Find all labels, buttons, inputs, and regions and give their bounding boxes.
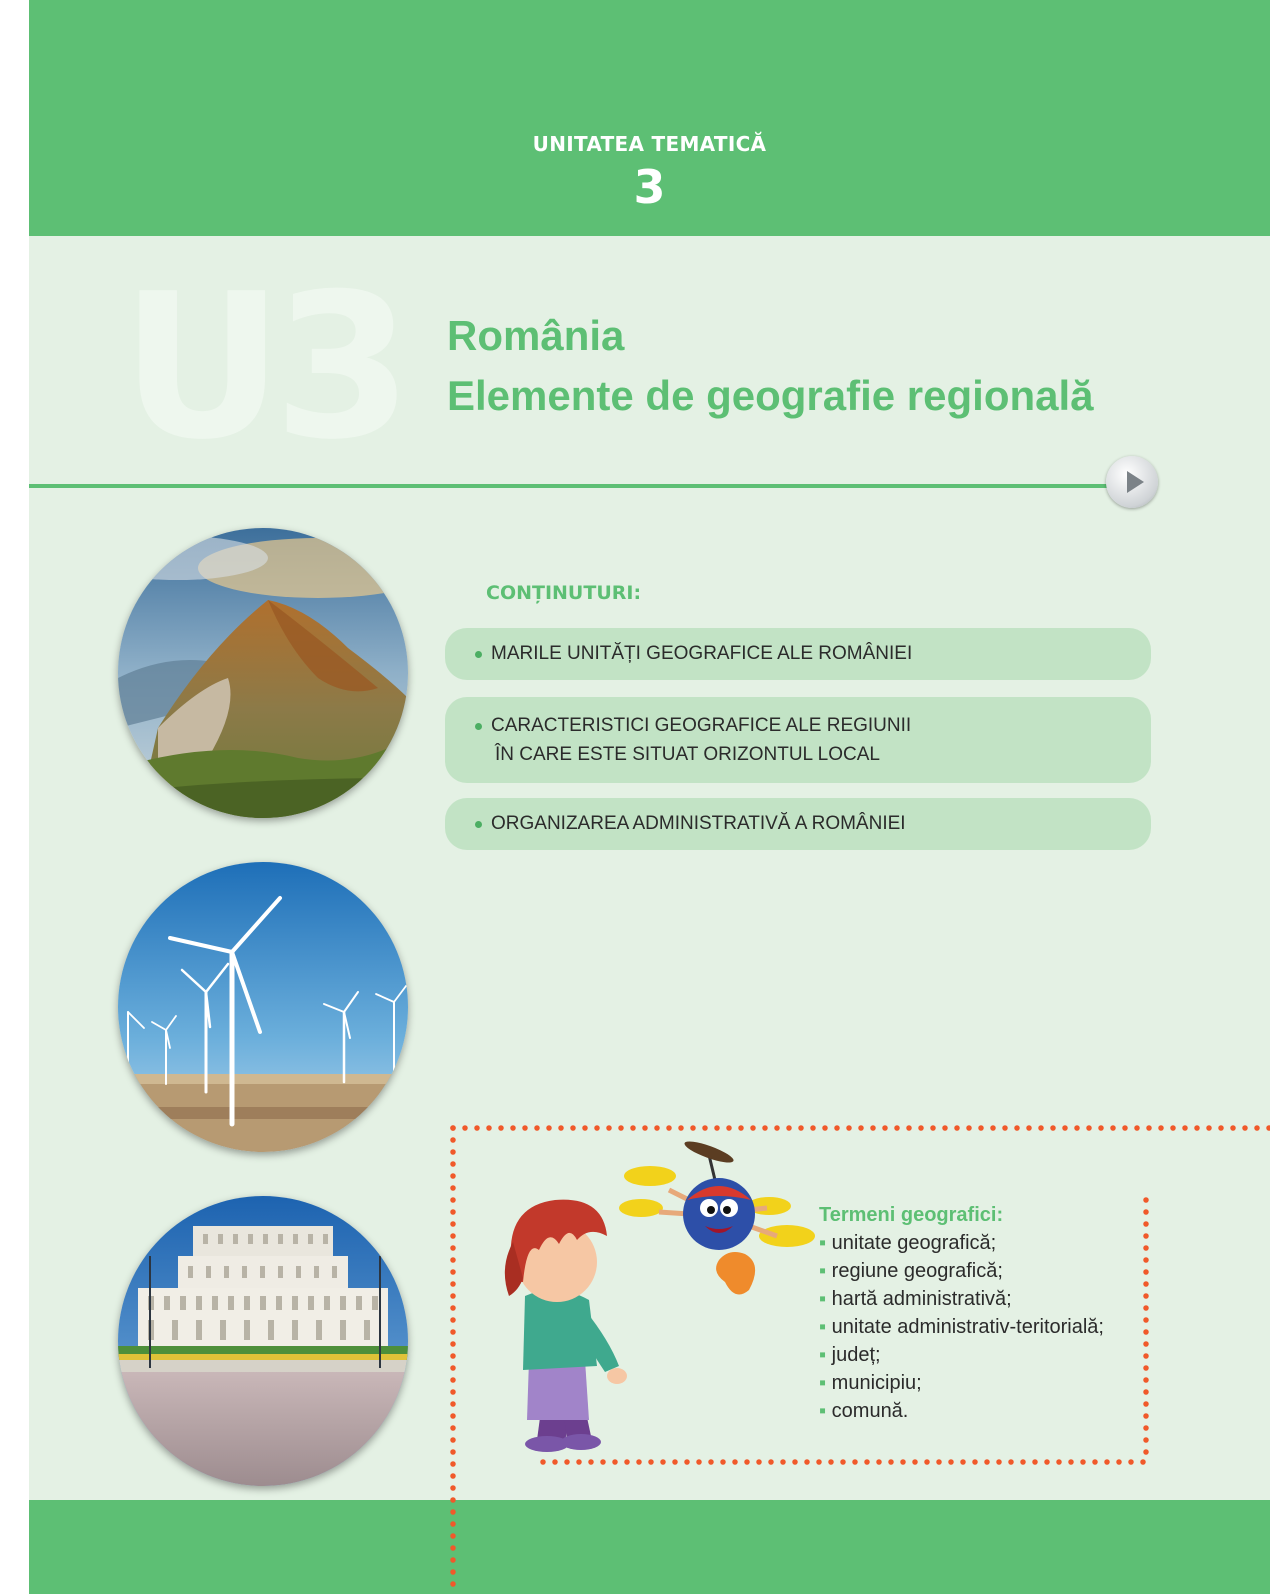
contents-heading: CONȚINUTURI: [486, 582, 642, 604]
term-item [819, 1372, 922, 1395]
term-bullet-icon: ▪ [819, 1400, 832, 1422]
term-bullet-icon: ▪ [819, 1316, 832, 1338]
term-bullet-icon: ▪ [819, 1344, 832, 1366]
term-item [819, 1288, 1012, 1311]
term-text: unitate administrativ-teritorială; [831, 1316, 1104, 1338]
term-text: unitate geografică; [831, 1232, 997, 1254]
term-text: hartă administrativă; [831, 1288, 1012, 1310]
term-bullet-icon: ▪ [819, 1260, 832, 1282]
contents-item-text: MARILE UNITĂȚI GEOGRAFICE ALE ROMÂNIEI [491, 643, 913, 664]
page [29, 0, 1270, 1594]
page-title: România [447, 312, 625, 359]
unit-number: 3 [633, 160, 666, 214]
term-text: regiune geografică; [831, 1260, 1003, 1282]
term-item [819, 1400, 908, 1423]
term-item [819, 1316, 1104, 1339]
term-text: municipiu; [831, 1372, 922, 1394]
contents-item-text: ORGANIZAREA ADMINISTRATIVĂ A ROMÂNIEI [491, 813, 906, 834]
term-bullet-icon: ▪ [819, 1288, 832, 1310]
characters-illustration [29, 0, 1270, 1594]
boy-character-icon [505, 1200, 627, 1452]
term-bullet-icon: ▪ [819, 1372, 832, 1394]
unit-watermark: U3 [121, 251, 403, 484]
contents-item-text: CARACTERISTICI GEOGRAFICE ALE REGIUNII [491, 715, 912, 736]
terms-heading: Termeni geografici: [819, 1204, 1004, 1226]
term-bullet-icon: ▪ [819, 1232, 832, 1254]
contents-item-text-line2: ÎN CARE ESTE SITUAT ORIZONTUL LOCAL [495, 744, 880, 765]
term-text: comună. [831, 1400, 909, 1422]
unit-label: UNITATEA TEMATICĂ [532, 132, 767, 156]
term-item [819, 1232, 996, 1255]
flying-robot-icon [619, 1137, 815, 1294]
term-item [819, 1260, 1003, 1283]
term-item [819, 1344, 881, 1367]
term-text: județ; [831, 1344, 881, 1366]
page-subtitle: Elemente de geografie regională [447, 372, 1094, 419]
